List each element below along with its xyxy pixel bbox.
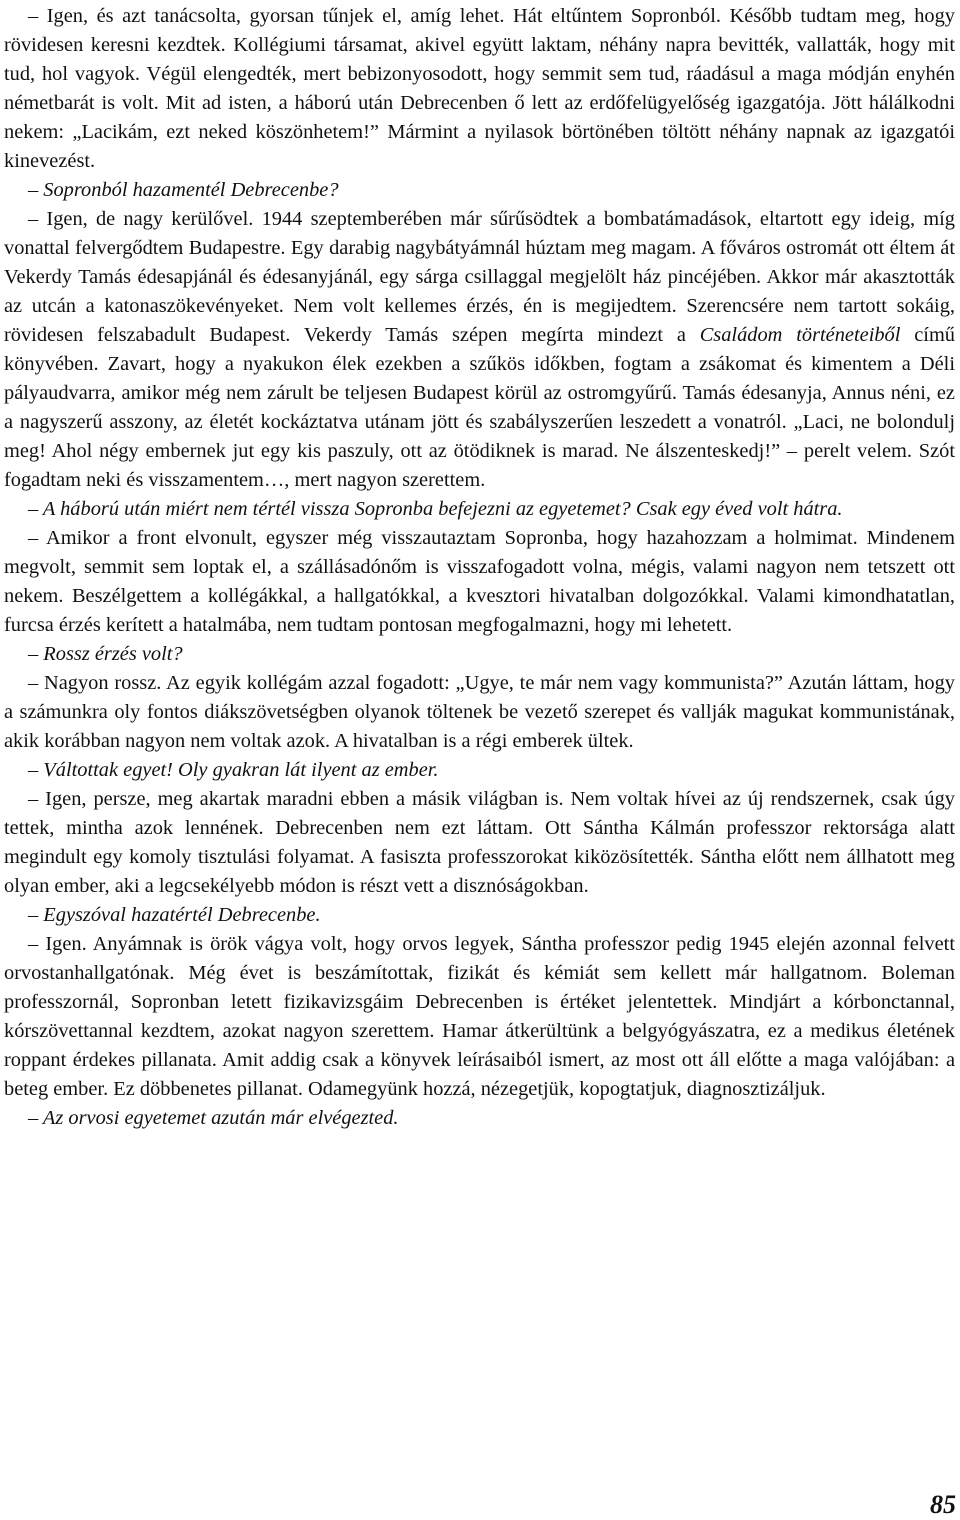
paragraph-question: – Egyszóval hazatértél Debrecenbe. — [28, 904, 321, 926]
paragraph-question: – A háború után miért nem tértél vissza Sopronba befejezni az egyetemet? Csak egy éved volt hátra. — [28, 498, 843, 520]
paragraph-question: – Rossz érzés volt? — [28, 643, 183, 665]
paragraph-question: – Sopronból hazamentél Debrecenbe? — [28, 179, 339, 201]
paragraph-answer: – Igen. Anyámnak is örök vágya volt, hogy orvos legyek, Sántha professzor pedig 1945 elején azonnal felvett orvostanhallgatónak. Még évet is beszámítottak, fizikát és kémiát sem kellett már hallgatnom. Boleman professzornál, Sopronban letett fizikavizsgáim Debrecenben is értéket jelentettek. Mindjárt a kórbonctannal, kórszövettannal kezdtem, azokat nagyon szerettem. Hamar átkerültünk a belgyógyászatra, ez a medikus életének roppant érdekes pillanata. Amit addig csak a könyvek leírásaiból ismert, az most ott áll előtte a maga valójában: a beteg ember. Ez döbbenetes pillanat. Odamegyünk hozzá, nézegetjük, kopogtatjuk, diagnosztizáljuk. — [4, 933, 955, 1100]
page-number: 85 — [930, 1490, 956, 1519]
book-title: Családom történeteiből — [699, 324, 901, 346]
paragraph-answer: – Igen, persze, meg akartak maradni ebben a másik világban is. Nem voltak hívei az új rendszernek, csak úgy tettek, mintha azok lennének. Debrecenben nem ezt láttam. Ott Sántha Kálmán professzor rektorsága alatt megindult egy komoly tisztulási folyamat. A fasiszta professzorokat kiközösítették. Sántha előtt nem állhatott meg olyan ember, aki a legcsekélyebb módon is részt vett a disznóságokban. — [4, 788, 955, 897]
answer-text-after-title: című könyvében. Zavart, hogy a nyakukon élek ezekben a szűkös időkben, fogtam a zsákomat és kimentem a Déli pályaudvarra, amikor még nem zárult be teljesen Budapest körül az ostromgyűrű. Tamás édesanyja, Annus néni, ez a nagyszerű asszony, az életét kockáztatva utánam jött és szabályszerűen leszedett a vonatról. „Laci, ne bolondulj meg! Ahol négy embernek jut egy kis paszuly, ott az ötödiknek is marad. Ne álszenteskedj!” – perelt velem. Szót fogadtam neki és visszamentem…, mert nagyon szerettem. — [4, 324, 956, 491]
answer-text-before-title: – Igen, de nagy kerülővel. 1944 szeptemberében már sűrűsödtek a bombatámadások, eltartott egy ideig, míg vonattal felvergődtem Budapestre. Egy darabig nagybátyámnál húztam meg magam. A főváros ostromát ott éltem át Vekerdy Tamás édesapjánál és édesanyjánál, egy sárga csillaggal megjelölt ház pincéjében. Akkor már akasztották az utcán a katonaszökevényeket. Nem volt kellemes érzés, én is megijedtem. Szerencsére nem tartott sokáig, rövidesen felszabadult Budapest. Vekerdy Tamás szépen megírta mindezt a — [4, 208, 955, 346]
paragraph-answer: – Igen, és azt tanácsolta, gyorsan tűnjek el, amíg lehet. Hát eltűntem Sopronból. Később tudtam meg, hogy rövidesen keresni kezdtek. Kollégiumi társamat, akivel együtt laktam, néhány napra bevitték, vallatták, hogy mit tud, hol vagyok. Végül elengedték, mert bebizonyosodott, hogy semmit sem tud, ráadásul a maga módján enyhén németbarát is volt. Mit ad isten, a háború után Debrecenben ő lett az erdőfelügyelőség igazgatója. Jött hálálkodni nekem: „Lacikám, ezt neked köszönhetem!” Mármint a nyilasok börtönében töltött néhány napnak az igazgatói kinevezést. — [4, 5, 955, 172]
paragraph-answer: – Nagyon rossz. Az egyik kollégám azzal fogadott: „Ugye, te már nem vagy kommunista?” Azután láttam, hogy a számunkra oly fontos diákszövetségben olyanok töltenek be vezető szerepet és vallják magukat kommunistának, akik korábban nagyon nem voltak azok. A hivatalban is a régi emberek ültek. — [4, 672, 955, 752]
paragraph-answer — [4, 205, 955, 495]
paragraph-answer: – Amikor a front elvonult, egyszer még visszautaztam Sopronba, hogy hazahozzam a holmimat. Mindenem megvolt, semmit sem loptak el, a szállásadónőm is visszafogadott volna, mégis, valami nagyon nem tetszett ott nekem. Beszélgettem a kollégákkal, a hallgatókkal, a kvesztori hivatalban dolgozókkal. Valami kimondhatatlan, furcsa érzés kerített a hatalmába, nem tudtam pontosan megfogalmazni, hogy mi lehetett. — [4, 527, 955, 636]
page-body — [4, 2, 955, 1133]
paragraph-question: – Váltottak egyet! Oly gyakran lát ilyent az ember. — [28, 759, 439, 781]
paragraph-question: – Az orvosi egyetemet azután már elvégezted. — [28, 1107, 399, 1129]
